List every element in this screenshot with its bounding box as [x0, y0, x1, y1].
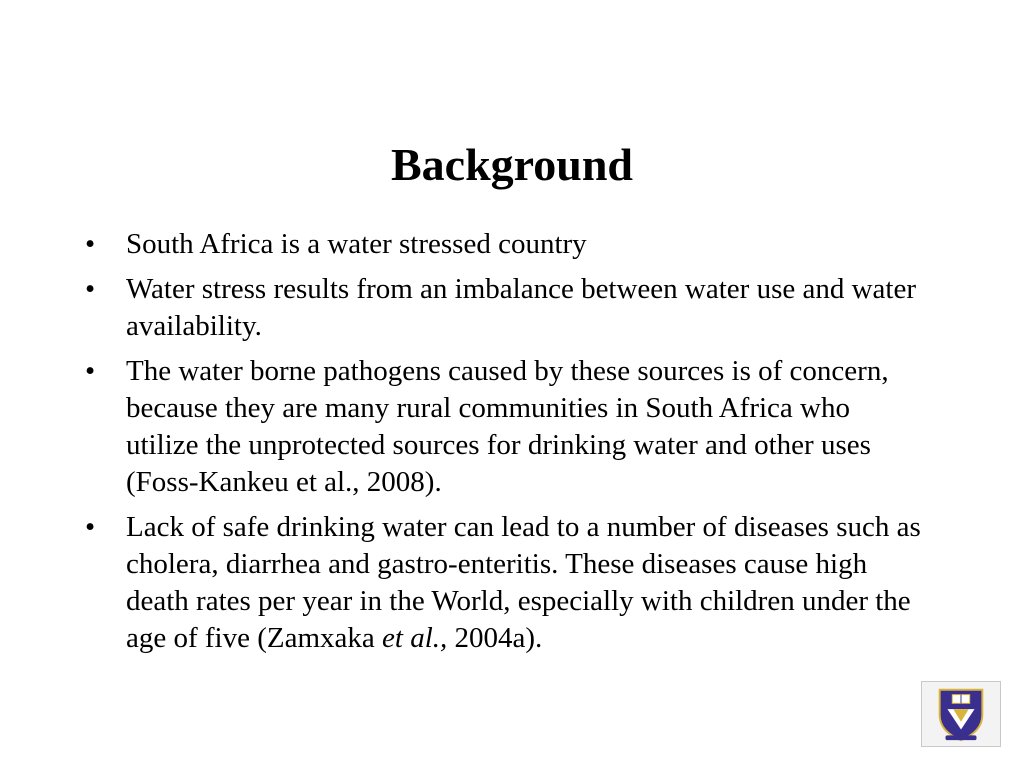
bullet-text-italic: et al.,: [382, 622, 448, 654]
bullet-text-before: Lack of safe drinking water can lead to a number of diseases such as cholera, diarrhea and gastro-enteritis. These diseases cause high death rates per year in the World, especially with children under the age of five (Zamxaka: [126, 511, 921, 654]
bullet-item: [85, 271, 925, 345]
bullet-marker: •: [85, 273, 96, 305]
bullet-text: [126, 511, 921, 654]
bullet-list: [85, 226, 925, 665]
bullet-item: [85, 509, 925, 657]
bullet-text: South Africa is a water stressed country: [126, 228, 587, 260]
bullet-marker: •: [85, 228, 96, 260]
bullet-marker: •: [85, 355, 96, 387]
bullet-text: The water borne pathogens caused by these sources is of concern, because they are many rural communities in South Africa who utilize the unprotected sources for drinking water and other uses (Foss-Kankeu et al., 2008).: [126, 355, 889, 498]
university-crest-icon: [922, 682, 1000, 746]
bullet-marker: •: [85, 511, 96, 543]
bullet-text-after: 2004a).: [447, 622, 543, 654]
slide-title: Background: [390, 138, 634, 190]
bullet-item: [85, 226, 925, 263]
bullet-item: [85, 353, 925, 501]
bullet-text: Water stress results from an imbalance between water use and water availability.: [126, 273, 917, 342]
university-logo: [921, 681, 1001, 747]
